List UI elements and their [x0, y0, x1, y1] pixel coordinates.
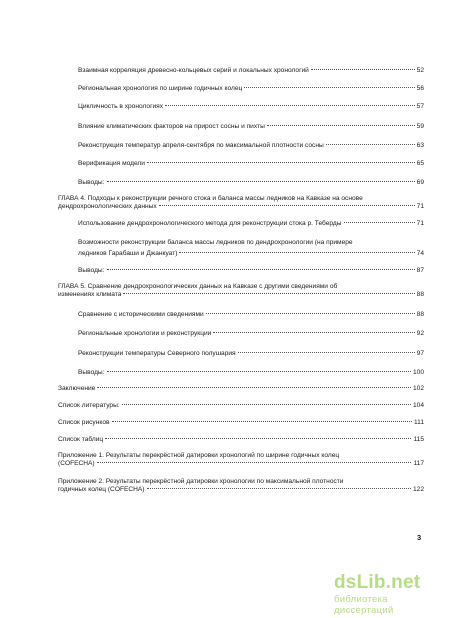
toc-entry-title: Верификация модели [78, 160, 145, 167]
toc-entry-page: 102 [412, 385, 424, 392]
leader-dots [97, 462, 412, 463]
toc-entry[interactable] [58, 123, 424, 131]
leader-dots [105, 438, 411, 439]
toc-entry-title-cont: дендрохронологических данных [58, 203, 157, 210]
toc-entry-title: Приложение 1. Результаты перекрёстной датировки хронологий по ширине годичных колец [58, 452, 340, 459]
toc-entry-page: 71 [416, 203, 424, 210]
toc-entry-page: 100 [412, 369, 424, 376]
toc-entry-title: Список рисунков [58, 419, 110, 426]
toc-entry-title: Приложение 2. Результаты перекрёстной датировки хронологии по максимальной плотности [58, 478, 344, 485]
toc-entry-page: 56 [416, 85, 424, 92]
toc-entry[interactable] [58, 385, 424, 393]
toc-chapter[interactable] [58, 283, 424, 299]
toc-chapter[interactable] [58, 195, 424, 211]
leader-dots [179, 252, 414, 253]
toc-entry-title: ГЛАВА 4. Подходы к реконструкции речного стока и баланса массы ледников на Кавказе на основе [58, 195, 363, 202]
toc-entry-title: Список таблиц [58, 436, 104, 443]
toc-entry-page: 69 [416, 179, 424, 186]
toc-entry-title: Выводы: [78, 179, 105, 186]
toc-entry[interactable] [58, 267, 424, 275]
toc-entry-title: Взаимная корреляция древесно-кольцевых серий и локальных хронологий [78, 67, 309, 74]
toc-entry[interactable] [58, 436, 424, 444]
toc-entry-page: 122 [412, 486, 424, 493]
leader-dots [238, 352, 415, 353]
leader-dots [267, 125, 415, 126]
toc-entry-title: Выводы: [78, 369, 105, 376]
leader-dots [107, 269, 415, 270]
toc-entry[interactable] [58, 160, 424, 168]
toc-entry-page: 97 [416, 350, 424, 357]
leader-dots [147, 488, 411, 489]
toc-entry-title: Выводы: [78, 267, 105, 274]
toc-entry-page: 71 [416, 220, 424, 227]
leader-dots [123, 293, 414, 294]
leader-dots [206, 313, 415, 314]
toc-entry[interactable] [58, 142, 424, 150]
toc-entry[interactable] [58, 350, 424, 358]
toc-entry[interactable] [58, 419, 424, 427]
toc-entry-title: Региональная хронология по ширине годичных колец [78, 85, 243, 92]
toc-entry-page: 111 [413, 419, 424, 426]
leader-dots [107, 371, 411, 372]
toc-entry-page: 59 [416, 123, 424, 130]
toc-entry[interactable] [58, 239, 424, 258]
leader-dots [97, 387, 411, 388]
leader-dots [344, 222, 415, 223]
toc-entry-title-cont: изменениях климата [58, 291, 122, 298]
toc-entry-page: 52 [416, 67, 424, 74]
watermark-logo [334, 572, 446, 614]
leader-dots [311, 69, 415, 70]
toc-entry-page: 87 [416, 267, 424, 274]
toc-entry-page: 63 [416, 142, 424, 149]
page-number: 3 [417, 533, 422, 542]
toc-entry-title: Заключение [58, 385, 96, 392]
toc-entry-title-cont: (COFECHA) [58, 460, 95, 467]
toc-entry-page: 57 [416, 103, 424, 110]
toc-entry-page: 65 [416, 160, 424, 167]
leader-dots [159, 205, 415, 206]
toc-entry-title: Реконструкция температур апреля-сентября по максимальной плотности сосны [78, 142, 324, 149]
toc-entry[interactable] [58, 220, 424, 228]
toc-entry-page: 88 [416, 291, 424, 298]
toc-entry-page: 117 [413, 460, 424, 467]
watermark-subtitle: библиотека диссертаций [334, 594, 394, 616]
leader-dots [244, 87, 414, 88]
toc-entry-title: Цикличность в хронологиях [78, 103, 164, 110]
toc-entry[interactable] [58, 402, 424, 410]
toc-entry-page: 115 [413, 436, 424, 443]
toc-entry-title: Список литературы: [58, 402, 120, 409]
toc-entry[interactable] [58, 179, 424, 187]
toc-entry-title-cont: ледников Гарабаши и Джанкуат) [78, 250, 178, 257]
toc-entry-page: 104 [412, 402, 424, 409]
toc-entry-title: Влияние климатических факторов на прирост сосны и пихты [78, 123, 265, 130]
toc-entry-page: 74 [416, 250, 424, 257]
toc-entry-title: Сравнение с историческими сведениями [78, 311, 204, 318]
leader-dots [213, 332, 414, 333]
toc-entry-title: Возможности реконструкции баланса массы ледников по дендрохронологии (на примере [78, 239, 353, 246]
toc-entry-title: Реконструкции температуры Северного полушария [78, 350, 236, 357]
toc-entry[interactable] [58, 330, 424, 338]
toc-entry-title: ГЛАВА 5. Сравнение дендрохронологических данных на Кавказе с другими сведениями об [58, 283, 338, 290]
toc-entry-title: Использование дендрохронологического метода для реконструкции стока р. Теберды [78, 220, 342, 227]
toc-entry-page: 92 [416, 330, 424, 337]
leader-dots [122, 404, 411, 405]
toc-entry[interactable] [58, 103, 424, 111]
toc-entry[interactable] [58, 67, 424, 75]
toc-entry-page: 88 [416, 311, 424, 318]
toc-entry[interactable] [58, 85, 424, 93]
toc-entry[interactable] [58, 369, 424, 377]
leader-dots [326, 144, 415, 145]
toc-entry-title-cont: годичных колец (COFECHA) [58, 486, 145, 493]
toc-appendix[interactable] [58, 478, 424, 494]
toc-entry[interactable] [58, 311, 424, 319]
leader-dots [107, 181, 415, 182]
toc-appendix[interactable] [58, 452, 424, 468]
leader-dots [112, 421, 412, 422]
toc-entry-title: Региональные хронологии и реконструкции [78, 330, 212, 337]
watermark-title: dsLib.net [334, 572, 421, 593]
leader-dots [147, 162, 415, 163]
leader-dots [165, 105, 415, 106]
